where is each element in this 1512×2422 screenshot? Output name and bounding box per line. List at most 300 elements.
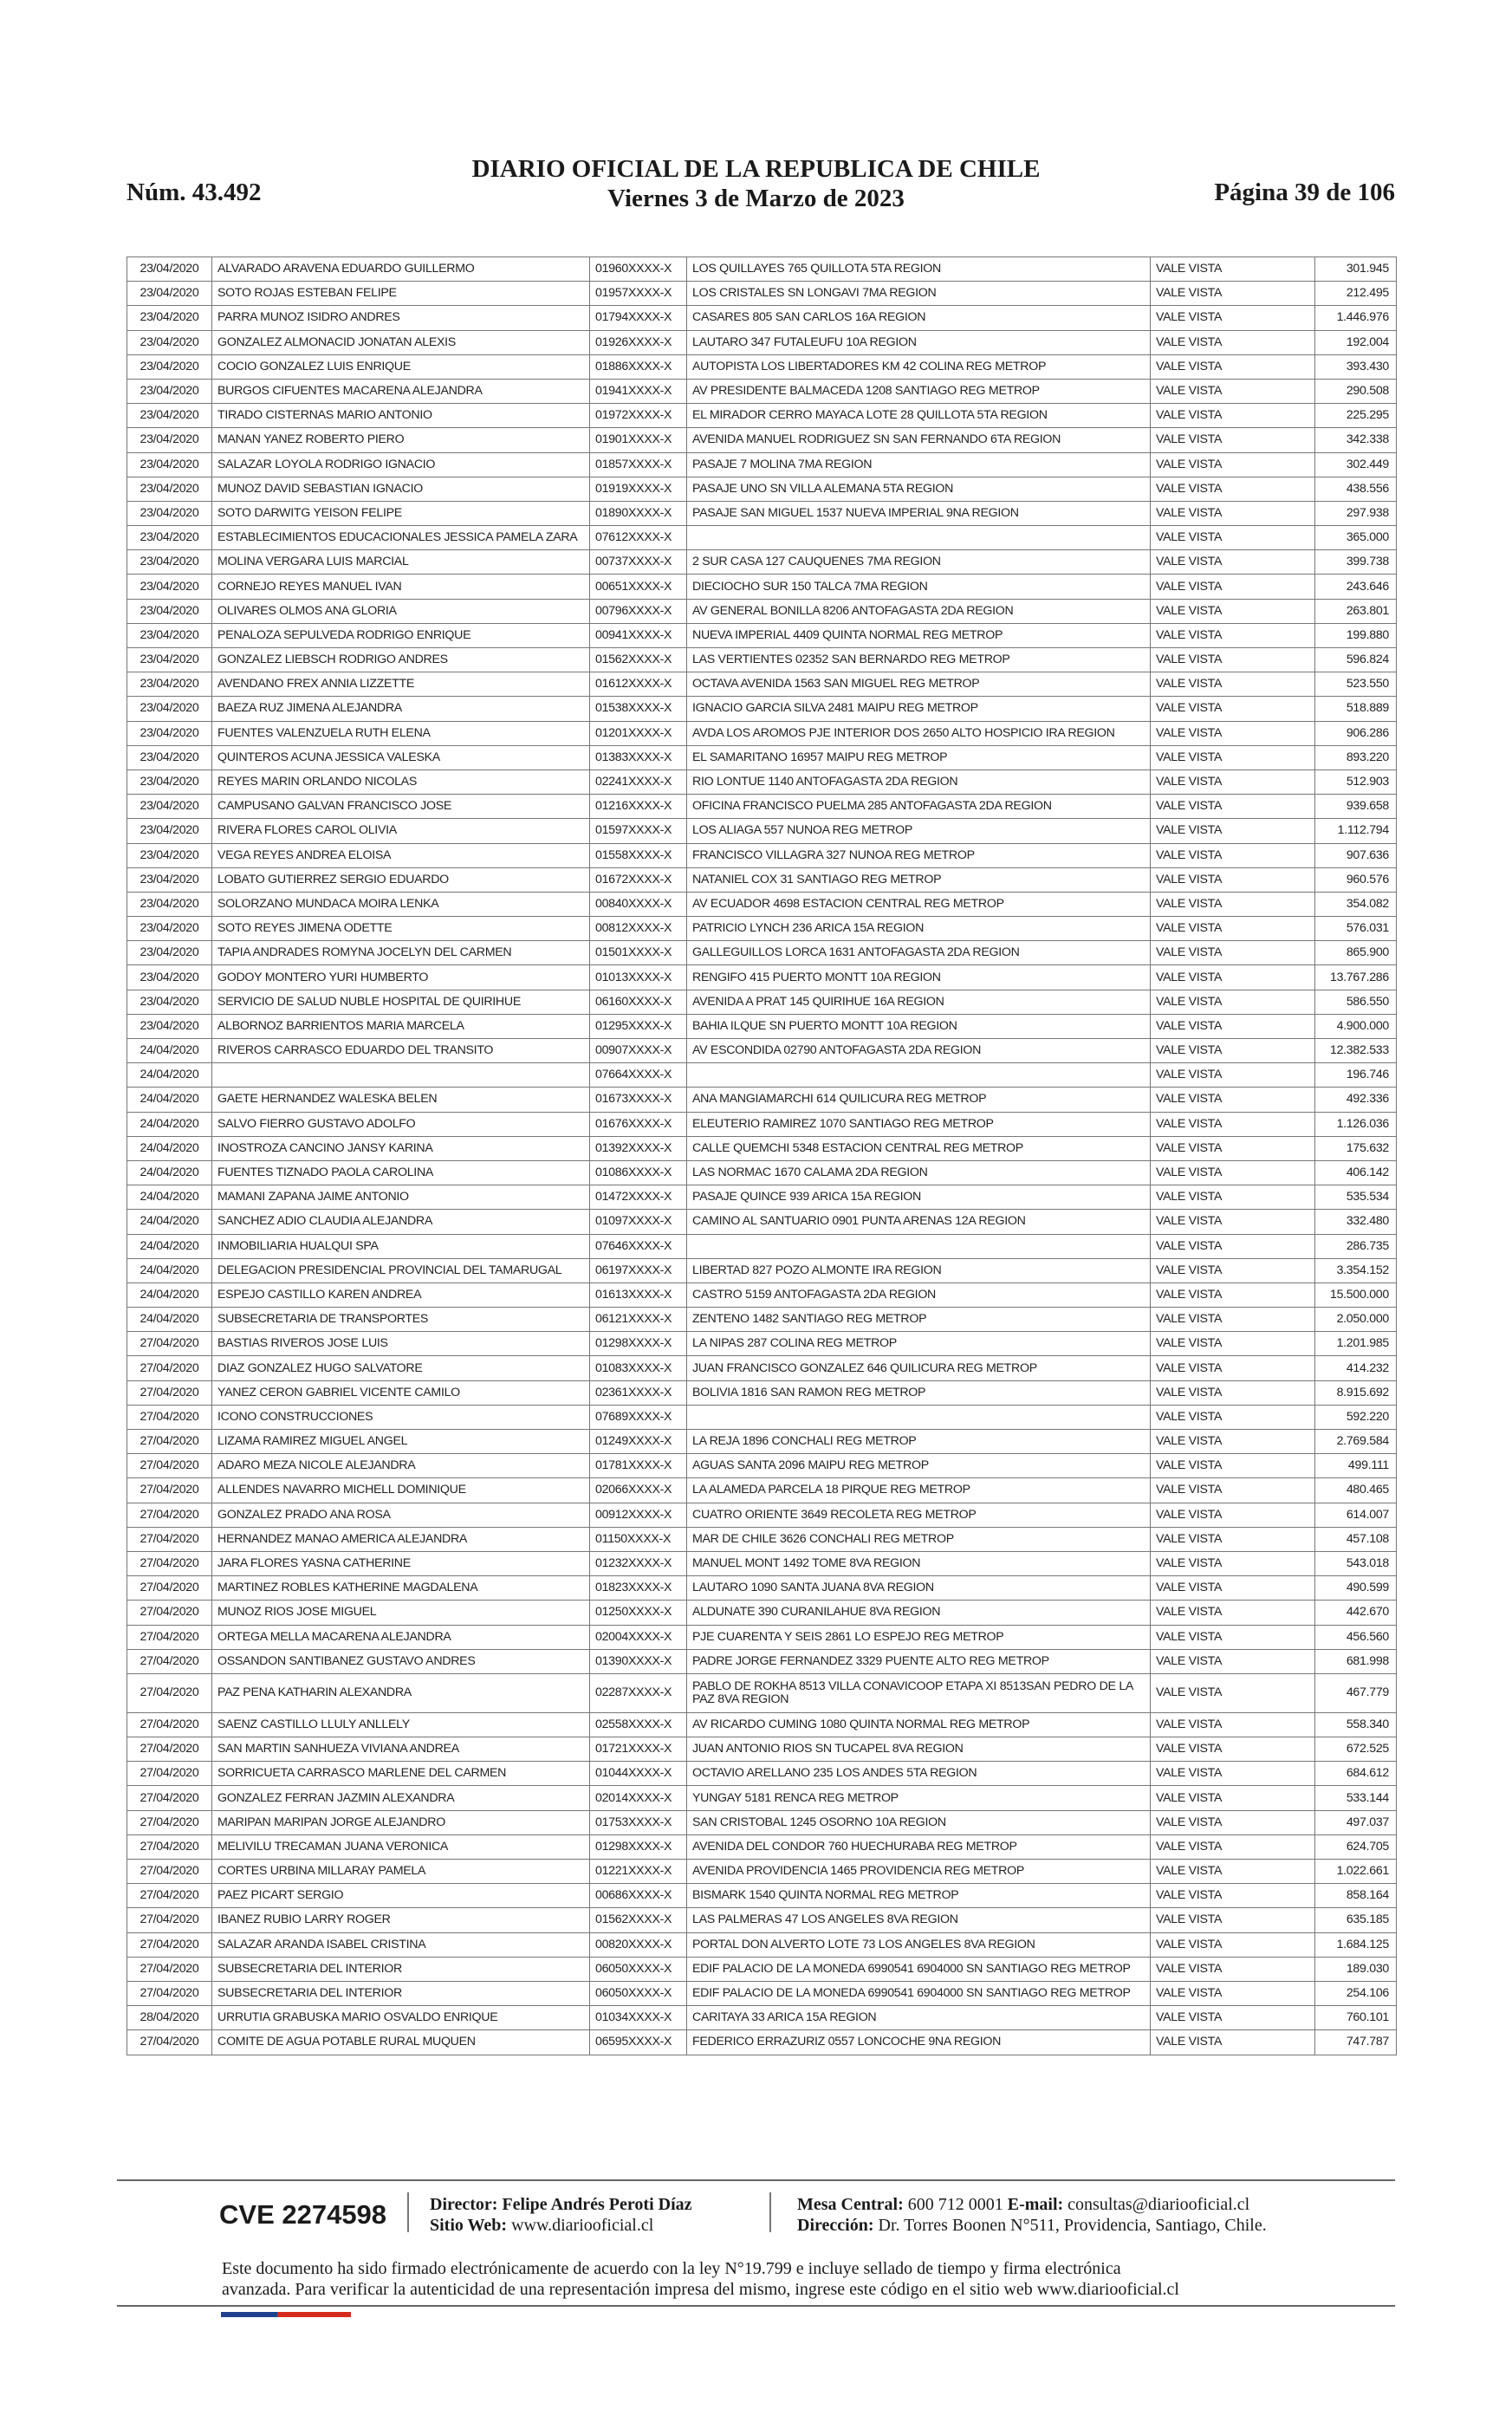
rut-cell: 01890XXXX-X [590,501,687,525]
name-cell: SUBSECRETARIA DE TRANSPORTES [212,1308,590,1332]
issue-number: Núm. 43.492 [127,179,262,206]
name-cell: GONZALEZ PRADO ANA ROSA [212,1503,590,1527]
amount-cell: 596.824 [1315,648,1397,672]
name-cell: INMOBILIARIA HUALQUI SPA [212,1234,590,1258]
address-cell: LAUTARO 347 FUTALEUFU 10A REGION [687,330,1151,354]
rut-cell: 07689XXXX-X [590,1405,687,1429]
mesa-phone: 600 712 0001 [907,2195,1003,2214]
name-cell: INOSTROZA CANCINO JANSY KARINA [212,1136,590,1160]
date-cell: 23/04/2020 [127,428,212,452]
name-cell: MAMANI ZAPANA JAIME ANTONIO [212,1185,590,1210]
rut-cell: 01972XXXX-X [590,404,687,428]
rut-cell: 01249XXXX-X [590,1430,687,1454]
name-cell: SOTO REYES JIMENA ODETTE [212,917,590,941]
table-row [127,1063,1397,1088]
amount-cell: 456.560 [1315,1625,1397,1649]
amount-cell: 3.354.152 [1315,1258,1397,1282]
name-cell [212,1063,590,1088]
table-row [127,1405,1397,1429]
amount-cell: 467.779 [1315,1673,1397,1712]
amount-cell: 586.550 [1315,990,1397,1014]
table-row [127,1503,1397,1527]
address-cell: LA ALAMEDA PARCELA 18 PIRQUE REG METROP [687,1478,1151,1503]
table-row [127,1136,1397,1160]
rut-cell: 01216XXXX-X [590,795,687,819]
address-cell: LIBERTAD 827 POZO ALMONTE IRA REGION [687,1258,1151,1282]
amount-cell: 497.037 [1315,1810,1397,1834]
rut-cell: 01926XXXX-X [590,330,687,354]
rut-cell: 07664XXXX-X [590,1063,687,1088]
address-cell: IGNACIO GARCIA SILVA 2481 MAIPU REG METROP [687,697,1151,721]
address-cell: AV RICARDO CUMING 1080 QUINTA NORMAL REG METROP [687,1712,1151,1737]
address-cell: SAN CRISTOBAL 1245 OSORNO 10A REGION [687,1810,1151,1834]
address-cell [687,1063,1151,1088]
date-cell: 27/04/2020 [127,1478,212,1503]
date-cell: 23/04/2020 [127,354,212,379]
table-row [127,721,1397,745]
name-cell: CORTES URBINA MILLARAY PAMELA [212,1860,590,1884]
rut-cell: 02241XXXX-X [590,769,687,794]
issue-date: Viernes 3 de Marzo de 2023 [607,185,905,212]
name-cell: FUENTES VALENZUELA RUTH ELENA [212,721,590,745]
name-cell: PENALOZA SEPULVEDA RODRIGO ENRIQUE [212,623,590,647]
name-cell: SANCHEZ ADIO CLAUDIA ALEJANDRA [212,1210,590,1234]
table-row [127,282,1397,306]
payment-type-cell: VALE VISTA [1151,526,1315,550]
payment-type-cell: VALE VISTA [1151,1625,1315,1649]
address-cell: DIECIOCHO SUR 150 TALCA 7MA REGION [687,575,1151,599]
amount-cell: 1.684.125 [1315,1932,1397,1957]
address-cell: EDIF PALACIO DE LA MONEDA 6990541 6904000 SN SANTIAGO REG METROP [687,1957,1151,1981]
page-number: Página 39 de 106 [1214,179,1395,206]
table-row [127,1884,1397,1908]
name-cell: TIRADO CISTERNAS MARIO ANTONIO [212,404,590,428]
director-name: Director: Felipe Andrés Peroti Díaz [430,2195,692,2214]
payment-type-cell: VALE VISTA [1151,1160,1315,1185]
amount-cell: 960.576 [1315,867,1397,892]
date-cell: 27/04/2020 [127,1786,212,1810]
rut-cell: 02361XXXX-X [590,1380,687,1405]
amount-cell: 438.556 [1315,477,1397,501]
payment-type-cell: VALE VISTA [1151,1908,1315,1932]
date-cell: 27/04/2020 [127,1981,212,2005]
table-row [127,990,1397,1014]
name-cell: GODOY MONTERO YURI HUMBERTO [212,965,590,990]
date-cell: 23/04/2020 [127,501,212,525]
rut-cell: 06197XXXX-X [590,1258,687,1282]
name-cell: OLIVARES OLMOS ANA GLORIA [212,599,590,623]
name-cell: MELIVILU TRECAMAN JUANA VERONICA [212,1834,590,1859]
rut-cell: 01392XXXX-X [590,1136,687,1160]
name-cell: COMITE DE AGUA POTABLE RURAL MUQUEN [212,2030,590,2055]
payment-type-cell: VALE VISTA [1151,917,1315,941]
date-cell: 23/04/2020 [127,306,212,330]
table-row [127,2030,1397,2055]
amount-cell: 406.142 [1315,1160,1397,1185]
table-row [127,257,1397,282]
amount-cell: 906.286 [1315,721,1397,745]
name-cell: BURGOS CIFUENTES MACARENA ALEJANDRA [212,379,590,403]
rut-cell: 01558XXXX-X [590,843,687,867]
payment-type-cell: VALE VISTA [1151,1063,1315,1088]
amount-cell: 1.201.985 [1315,1332,1397,1356]
date-cell: 23/04/2020 [127,769,212,794]
amount-cell: 760.101 [1315,2006,1397,2030]
date-cell: 23/04/2020 [127,623,212,647]
amount-cell: 490.599 [1315,1576,1397,1601]
amount-cell: 12.382.533 [1315,1039,1397,1063]
address-cell: LOS ALIAGA 557 NUNOA REG METROP [687,819,1151,843]
payment-type-cell: VALE VISTA [1151,721,1315,745]
amount-cell: 624.705 [1315,1834,1397,1859]
amount-cell: 297.938 [1315,501,1397,525]
name-cell: BAEZA RUZ JIMENA ALEJANDRA [212,697,590,721]
date-cell: 23/04/2020 [127,941,212,965]
address-cell: PASAJE UNO SN VILLA ALEMANA 5TA REGION [687,477,1151,501]
address-cell: LAS VERTIENTES 02352 SAN BERNARDO REG METROP [687,648,1151,672]
name-cell: ORTEGA MELLA MACARENA ALEJANDRA [212,1625,590,1649]
rut-cell: 01086XXXX-X [590,1160,687,1185]
amount-cell: 8.915.692 [1315,1380,1397,1405]
rut-cell: 01919XXXX-X [590,477,687,501]
address-cell: CASARES 805 SAN CARLOS 16A REGION [687,306,1151,330]
name-cell: GONZALEZ ALMONACID JONATAN ALEXIS [212,330,590,354]
date-cell: 23/04/2020 [127,697,212,721]
address-cell: AVDA LOS AROMOS PJE INTERIOR DOS 2650 ALTO HOSPICIO IRA REGION [687,721,1151,745]
amount-cell: 865.900 [1315,941,1397,965]
payment-type-cell: VALE VISTA [1151,1136,1315,1160]
table-row [127,1210,1397,1234]
payment-type-cell: VALE VISTA [1151,1430,1315,1454]
payment-type-cell: VALE VISTA [1151,1860,1315,1884]
table-row [127,1957,1397,1981]
address-cell: CUATRO ORIENTE 3649 RECOLETA REG METROP [687,1503,1151,1527]
address-cell: LAS PALMERAS 47 LOS ANGELES 8VA REGION [687,1908,1151,1932]
table-row [127,1810,1397,1834]
date-cell: 23/04/2020 [127,819,212,843]
legal-notice [222,2258,1348,2300]
date-cell: 24/04/2020 [127,1136,212,1160]
amount-cell: 302.449 [1315,452,1397,477]
payment-type-cell: VALE VISTA [1151,1762,1315,1786]
address-cell: YUNGAY 5181 RENCA REG METROP [687,1786,1151,1810]
payment-type-cell: VALE VISTA [1151,965,1315,990]
amount-cell: 414.232 [1315,1356,1397,1380]
amount-cell: 457.108 [1315,1527,1397,1551]
address-cell [687,526,1151,550]
date-cell: 23/04/2020 [127,745,212,769]
table-row [127,330,1397,354]
rut-cell: 00820XXXX-X [590,1932,687,1957]
rut-cell: 00651XXXX-X [590,575,687,599]
payment-type-cell: VALE VISTA [1151,1527,1315,1551]
payment-type-cell: VALE VISTA [1151,1932,1315,1957]
address-cell: PASAJE QUINCE 939 ARICA 15A REGION [687,1185,1151,1210]
name-cell: PAEZ PICART SERGIO [212,1884,590,1908]
date-cell: 24/04/2020 [127,1160,212,1185]
amount-cell: 576.031 [1315,917,1397,941]
table-row [127,1908,1397,1932]
date-cell: 24/04/2020 [127,1088,212,1112]
table-row [127,1185,1397,1210]
payment-type-cell: VALE VISTA [1151,1478,1315,1503]
date-cell: 23/04/2020 [127,599,212,623]
table-row [127,1088,1397,1112]
table-row [127,1478,1397,1503]
amount-cell: 858.164 [1315,1884,1397,1908]
table-row [127,1380,1397,1405]
table-row [127,1308,1397,1332]
rut-cell: 01886XXXX-X [590,354,687,379]
payment-type-cell: VALE VISTA [1151,428,1315,452]
rut-cell: 01823XXXX-X [590,1576,687,1601]
payment-type-cell: VALE VISTA [1151,330,1315,354]
amount-cell: 480.465 [1315,1478,1397,1503]
amount-cell: 212.495 [1315,282,1397,306]
address-cell: ALDUNATE 390 CURANILAHUE 8VA REGION [687,1601,1151,1625]
payment-type-cell: VALE VISTA [1151,697,1315,721]
address-cell: NUEVA IMPERIAL 4409 QUINTA NORMAL REG METROP [687,623,1151,647]
table-row [127,1160,1397,1185]
name-cell: RIVEROS CARRASCO EDUARDO DEL TRANSITO [212,1039,590,1063]
name-cell: DIAZ GONZALEZ HUGO SALVATORE [212,1356,590,1380]
name-cell: CORNEJO REYES MANUEL IVAN [212,575,590,599]
payment-type-cell: VALE VISTA [1151,623,1315,647]
payment-type-cell: VALE VISTA [1151,257,1315,282]
name-cell: LIZAMA RAMIREZ MIGUEL ANGEL [212,1430,590,1454]
flag-red-segment [277,2312,351,2317]
payment-type-cell: VALE VISTA [1151,282,1315,306]
rut-cell: 01298XXXX-X [590,1332,687,1356]
name-cell: MARIPAN MARIPAN JORGE ALEJANDRO [212,1810,590,1834]
date-cell: 24/04/2020 [127,1112,212,1136]
rut-cell: 00737XXXX-X [590,550,687,575]
date-cell: 27/04/2020 [127,1332,212,1356]
date-cell: 23/04/2020 [127,843,212,867]
amount-cell: 175.632 [1315,1136,1397,1160]
table-row [127,1762,1397,1786]
payment-type-cell: VALE VISTA [1151,867,1315,892]
amount-cell: 286.735 [1315,1234,1397,1258]
address-cell: 2 SUR CASA 127 CAUQUENES 7MA REGION [687,550,1151,575]
table-row [127,745,1397,769]
amount-cell: 2.769.584 [1315,1430,1397,1454]
name-cell: PARRA MUNOZ ISIDRO ANDRES [212,306,590,330]
rut-cell: 01201XXXX-X [590,721,687,745]
name-cell: MUNOZ RIOS JOSE MIGUEL [212,1601,590,1625]
chile-flag-stripe [221,2312,351,2317]
payment-type-cell: VALE VISTA [1151,745,1315,769]
date-cell: 27/04/2020 [127,1356,212,1380]
amount-cell: 354.082 [1315,892,1397,916]
amount-cell: 1.112.794 [1315,819,1397,843]
table-row [127,1112,1397,1136]
footer-divider [769,2192,771,2232]
footer-rule-bottom [117,2305,1395,2307]
address-cell: ZENTENO 1482 SANTIAGO REG METROP [687,1308,1151,1332]
name-cell: QUINTEROS ACUNA JESSICA VALESKA [212,745,590,769]
name-cell: ALLENDES NAVARRO MICHELL DOMINIQUE [212,1478,590,1503]
name-cell: YANEZ CERON GABRIEL VICENTE CAMILO [212,1380,590,1405]
date-cell: 27/04/2020 [127,1932,212,1957]
amount-cell: 225.295 [1315,404,1397,428]
rut-cell: 01097XXXX-X [590,1210,687,1234]
payment-type-cell: VALE VISTA [1151,1332,1315,1356]
date-cell: 27/04/2020 [127,1762,212,1786]
amount-cell: 672.525 [1315,1737,1397,1762]
table-row [127,575,1397,599]
name-cell: SOTO DARWITG YEISON FELIPE [212,501,590,525]
payment-type-cell: VALE VISTA [1151,1210,1315,1234]
rut-cell: 01150XXXX-X [590,1527,687,1551]
rut-cell: 01781XXXX-X [590,1454,687,1478]
payment-type-cell: VALE VISTA [1151,1454,1315,1478]
address-cell: BOLIVIA 1816 SAN RAMON REG METROP [687,1380,1151,1405]
table-row [127,1430,1397,1454]
amount-cell: 614.007 [1315,1503,1397,1527]
name-cell: VEGA REYES ANDREA ELOISA [212,843,590,867]
rut-cell: 01472XXXX-X [590,1185,687,1210]
payment-type-cell: VALE VISTA [1151,769,1315,794]
payment-type-cell: VALE VISTA [1151,1405,1315,1429]
address-cell: LOS CRISTALES SN LONGAVI 7MA REGION [687,282,1151,306]
footer-contact-block [797,2194,1267,2236]
name-cell: IBANEZ RUBIO LARRY ROGER [212,1908,590,1932]
website-link[interactable]: www.diariooficial.cl [511,2216,654,2235]
footer-rule-top [117,2179,1395,2181]
address-cell: NATANIEL COX 31 SANTIAGO REG METROP [687,867,1151,892]
table-row [127,1981,1397,2005]
table-row [127,1786,1397,1810]
address-cell: GALLEGUILLOS LORCA 1631 ANTOFAGASTA 2DA REGION [687,941,1151,965]
rut-cell: 07646XXXX-X [590,1234,687,1258]
newspaper-title: DIARIO OFICIAL DE LA REPUBLICA DE CHILE [471,155,1041,183]
payment-type-cell: VALE VISTA [1151,1503,1315,1527]
address-cell [687,1405,1151,1429]
amount-cell: 747.787 [1315,2030,1397,2055]
table-row [127,599,1397,623]
name-cell: FUENTES TIZNADO PAOLA CAROLINA [212,1160,590,1185]
email-link[interactable]: consultas@diariooficial.cl [1067,2195,1250,2214]
date-cell: 24/04/2020 [127,1185,212,1210]
date-cell: 23/04/2020 [127,379,212,403]
amount-cell: 199.880 [1315,623,1397,647]
name-cell: ADARO MEZA NICOLE ALEJANDRA [212,1454,590,1478]
table-row [127,1356,1397,1380]
amount-cell: 399.738 [1315,550,1397,575]
rut-cell: 00840XXXX-X [590,892,687,916]
payments-table [127,256,1397,2055]
address-cell: FRANCISCO VILLAGRA 327 NUNOA REG METROP [687,843,1151,867]
date-cell: 27/04/2020 [127,1527,212,1551]
payment-type-cell: VALE VISTA [1151,501,1315,525]
table-row [127,1601,1397,1625]
name-cell: GONZALEZ FERRAN JAZMIN ALEXANDRA [212,1786,590,1810]
footer-divider [407,2192,409,2232]
address-cell: PASAJE SAN MIGUEL 1537 NUEVA IMPERIAL 9NA REGION [687,501,1151,525]
name-cell: TAPIA ANDRADES ROMYNA JOCELYN DEL CARMEN [212,941,590,965]
date-cell: 23/04/2020 [127,257,212,282]
date-cell: 27/04/2020 [127,1810,212,1834]
rut-cell: 01672XXXX-X [590,867,687,892]
table-row [127,1454,1397,1478]
amount-cell: 442.670 [1315,1601,1397,1625]
address-cell: LAS NORMAC 1670 CALAMA 2DA REGION [687,1160,1151,1185]
rut-cell: 00907XXXX-X [590,1039,687,1063]
rut-cell: 01960XXXX-X [590,257,687,282]
address-cell: CASTRO 5159 ANTOFAGASTA 2DA REGION [687,1282,1151,1307]
address-cell: CAMINO AL SANTUARIO 0901 PUNTA ARENAS 12A REGION [687,1210,1151,1234]
payment-type-cell: VALE VISTA [1151,1786,1315,1810]
amount-cell: 635.185 [1315,1908,1397,1932]
date-cell: 27/04/2020 [127,1601,212,1625]
date-cell: 23/04/2020 [127,892,212,916]
table-row [127,867,1397,892]
amount-cell: 492.336 [1315,1088,1397,1112]
name-cell: LOBATO GUTIERREZ SERGIO EDUARDO [212,867,590,892]
rut-cell: 00812XXXX-X [590,917,687,941]
name-cell: DELEGACION PRESIDENCIAL PROVINCIAL DEL TAMARUGAL [212,1258,590,1282]
name-cell: ESPEJO CASTILLO KAREN ANDREA [212,1282,590,1307]
payment-type-cell: VALE VISTA [1151,1014,1315,1038]
name-cell: SUBSECRETARIA DEL INTERIOR [212,1957,590,1981]
date-cell: 23/04/2020 [127,721,212,745]
rut-cell: 02558XXXX-X [590,1712,687,1737]
name-cell: JARA FLORES YASNA CATHERINE [212,1551,590,1575]
table-row [127,623,1397,647]
table-row [127,672,1397,697]
address-cell: EDIF PALACIO DE LA MONEDA 6990541 6904000 SN SANTIAGO REG METROP [687,1981,1151,2005]
date-cell: 27/04/2020 [127,1834,212,1859]
date-cell: 23/04/2020 [127,1014,212,1038]
table-row [127,404,1397,428]
address-cell: AV GENERAL BONILLA 8206 ANTOFAGASTA 2DA REGION [687,599,1151,623]
amount-cell: 13.767.286 [1315,965,1397,990]
amount-cell: 512.903 [1315,769,1397,794]
date-cell: 27/04/2020 [127,1625,212,1649]
name-cell: ICONO CONSTRUCCIONES [212,1405,590,1429]
date-cell: 23/04/2020 [127,282,212,306]
table-row [127,1625,1397,1649]
payment-type-cell: VALE VISTA [1151,892,1315,916]
address-cell: AV ECUADOR 4698 ESTACION CENTRAL REG METROP [687,892,1151,916]
rut-cell: 01250XXXX-X [590,1601,687,1625]
table-row [127,843,1397,867]
address-cell: AV ESCONDIDA 02790 ANTOFAGASTA 2DA REGION [687,1039,1151,1063]
email-label: E-mail: [1007,2195,1064,2214]
name-cell: ESTABLECIMIENTOS EDUCACIONALES JESSICA PAMELA ZARA [212,526,590,550]
rut-cell: 02066XXXX-X [590,1478,687,1503]
footer-director-block [430,2194,692,2236]
rut-cell: 01957XXXX-X [590,282,687,306]
address-cell: JUAN FRANCISCO GONZALEZ 646 QUILICURA REG METROP [687,1356,1151,1380]
date-cell: 27/04/2020 [127,1454,212,1478]
date-cell: 23/04/2020 [127,550,212,575]
payment-type-cell: VALE VISTA [1151,1673,1315,1712]
payment-type-cell: VALE VISTA [1151,795,1315,819]
amount-cell: 254.106 [1315,1981,1397,2005]
website-line [430,2215,692,2236]
address-cell: BAHIA ILQUE SN PUERTO MONTT 10A REGION [687,1014,1151,1038]
payment-type-cell: VALE VISTA [1151,990,1315,1014]
table-row [127,1282,1397,1307]
name-cell: PAZ PENA KATHARIN ALEXANDRA [212,1673,590,1712]
date-cell: 27/04/2020 [127,1649,212,1673]
address-cell: EL SAMARITANO 16957 MAIPU REG METROP [687,745,1151,769]
name-cell: GONZALEZ LIEBSCH RODRIGO ANDRES [212,648,590,672]
date-cell: 23/04/2020 [127,990,212,1014]
date-cell: 23/04/2020 [127,795,212,819]
